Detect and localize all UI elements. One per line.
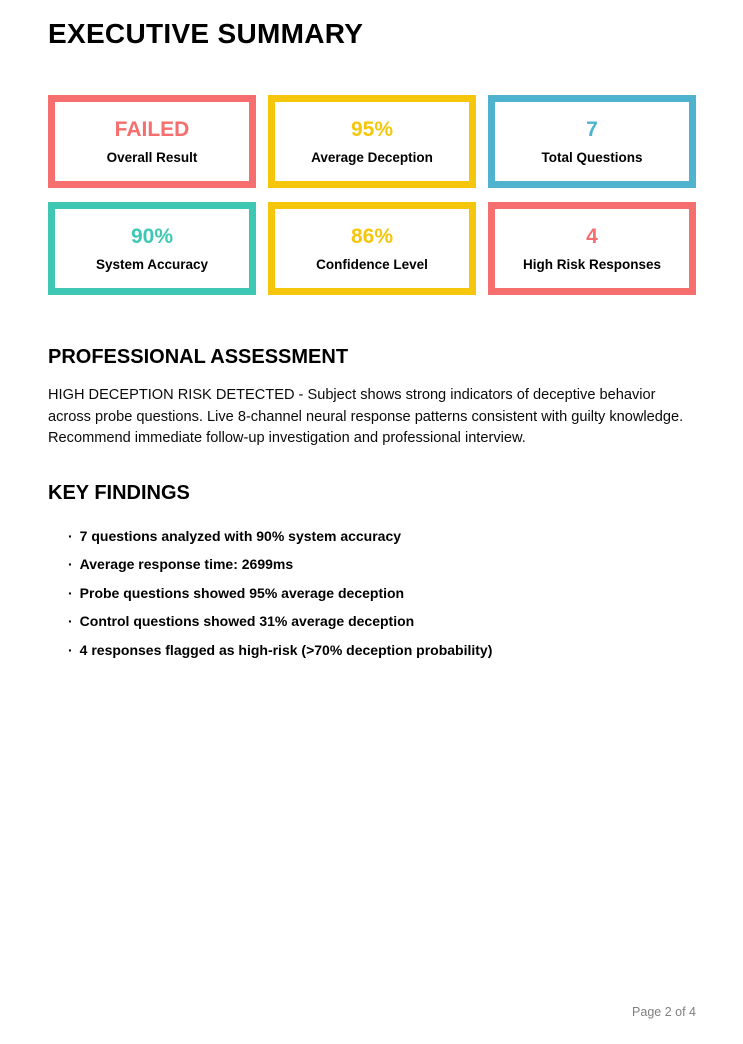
stat-card (48, 202, 256, 295)
key-finding-item (68, 579, 696, 608)
stat-card (488, 95, 696, 188)
stat-card-label: Confidence Level (316, 256, 428, 272)
key-findings-heading: KEY FINDINGS (48, 481, 190, 504)
professional-assessment-body: HIGH DECEPTION RISK DETECTED - Subject shows strong indicators of deceptive behavior across probe questions. Live 8-channel neural response patterns consistent with guilty knowledge. Recommend immediate follow-up investigation and professional interview. (48, 387, 684, 446)
key-finding-text: Control questions showed 31% average deception (79, 613, 415, 630)
key-finding-text: 7 questions analyzed with 90% system accuracy (79, 527, 402, 544)
stat-card-value: FAILED (114, 117, 190, 141)
stat-card-label: High Risk Responses (522, 256, 662, 272)
key-finding-item (68, 550, 696, 579)
page-number: Page 2 of 4 (632, 1005, 696, 1019)
stat-card-label: Overall Result (106, 149, 198, 165)
bullet-icon: · (68, 584, 73, 601)
key-finding-text: Probe questions showed 95% average deception (79, 584, 405, 601)
key-finding-item (68, 607, 696, 636)
stat-card-value: 90% (130, 224, 174, 248)
bullet-icon: · (68, 527, 73, 544)
bullet-icon: · (68, 613, 73, 630)
stat-card-grid (48, 95, 696, 295)
key-finding-item (68, 636, 696, 665)
bullet-icon: · (68, 556, 73, 573)
stat-card (268, 95, 476, 188)
stat-card-value: 86% (350, 224, 394, 248)
stat-card-value: 7 (586, 117, 598, 141)
professional-assessment-heading: PROFESSIONAL ASSESSMENT (48, 346, 349, 368)
bullet-icon: · (68, 641, 73, 658)
stat-card (48, 95, 256, 188)
stat-card-value: 4 (586, 224, 598, 248)
stat-card-value: 95% (350, 117, 394, 141)
stat-card-label: System Accuracy (95, 256, 209, 272)
stat-card-label: Average Deception (311, 149, 433, 165)
page-title: EXECUTIVE SUMMARY (48, 18, 364, 49)
stat-card (488, 202, 696, 295)
key-finding-text: Average response time: 2699ms (79, 556, 294, 573)
key-findings-list (48, 522, 696, 665)
stat-card-label: Total Questions (541, 149, 643, 165)
key-finding-item (68, 522, 696, 551)
stat-card (268, 202, 476, 295)
key-finding-text: 4 responses flagged as high-risk (>70% deception probability) (79, 641, 493, 658)
